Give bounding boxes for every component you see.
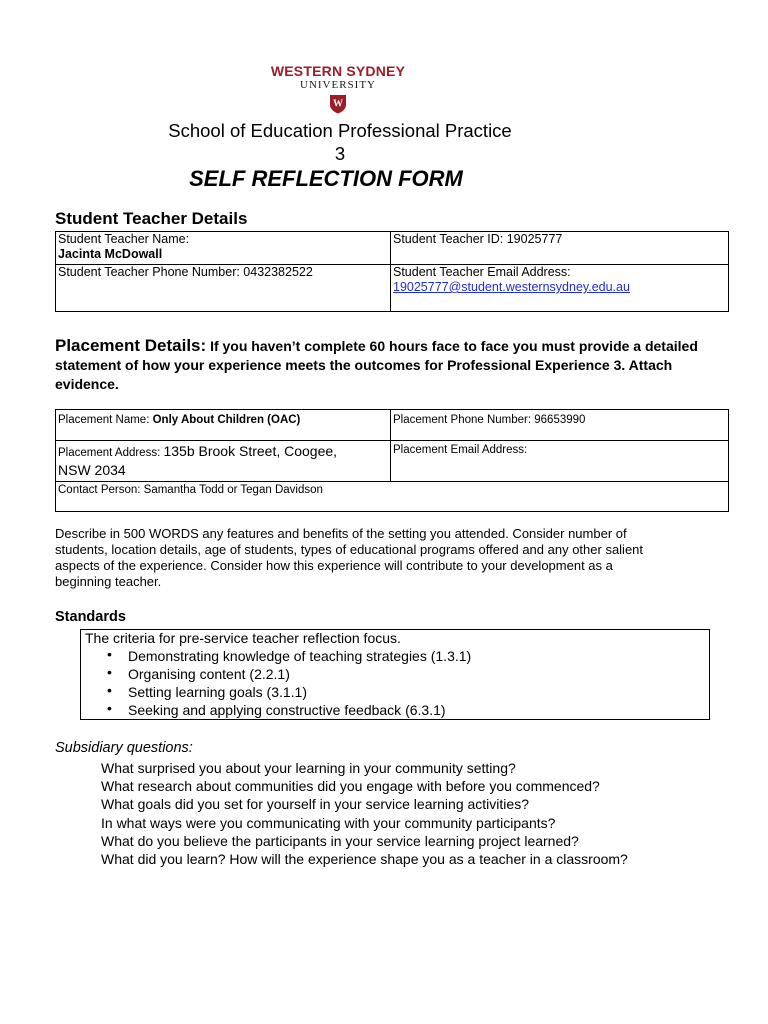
student-id-cell — [391, 232, 729, 265]
question-3: What goals did you set for yourself in your service learning activities? — [101, 796, 529, 812]
subsidiary-heading: Subsidiary questions: — [55, 740, 193, 756]
student-email-link[interactable]: 19025777@student.westernsydney.edu.au — [393, 280, 630, 294]
standards-heading: Standards — [55, 609, 126, 625]
logo-line-1: WESTERN SYDNEY — [270, 63, 406, 79]
student-phone-label: Student Teacher Phone Number: 0432382522 — [58, 265, 313, 279]
placement-contact-cell — [56, 482, 729, 512]
student-details-table — [55, 231, 729, 312]
placement-phone-cell — [391, 410, 729, 441]
describe-line-4: beginning teacher. — [55, 574, 162, 589]
list-item: • Setting learning goals (3.1.1) — [107, 682, 307, 700]
form-title: SELF REFLECTION FORM — [189, 166, 463, 191]
standards-list — [85, 647, 705, 719]
placement-instruction: If you haven’t complete 60 hours face to face you must provide a detailed statement of how your experience meets the outcomes for Professional Experience 3. Attach evidence. — [55, 338, 698, 392]
placement-contact: Contact Person: Samantha Todd or Tegan Davidson — [58, 484, 323, 496]
placement-email-cell — [391, 441, 729, 482]
placement-address-cell — [56, 441, 391, 482]
placement-phone-label: Placement Phone Number: 96653990 — [393, 414, 586, 426]
question-5: What do you believe the participants in your service learning project learned? — [101, 833, 579, 849]
describe-line-2: students, location details, age of students, types of educational programs offered and any other salient — [55, 542, 644, 557]
student-phone-cell — [56, 265, 391, 312]
student-name-value: Jacinta McDowall — [58, 247, 163, 261]
svg-text:W: W — [333, 98, 343, 110]
student-name-cell — [56, 232, 391, 265]
student-email-label: Student Teacher Email Address: — [393, 265, 571, 279]
placement-intro — [55, 336, 725, 394]
question-4: In what ways were you communicating with your community participants? — [101, 815, 556, 831]
placement-address-value-2: NSW 2034 — [58, 462, 126, 478]
question-6: What did you learn? How will the experience shape you as a teacher in a classroom? — [101, 851, 628, 867]
student-name-label: Student Teacher Name: — [58, 232, 190, 246]
list-item: • Demonstrating knowledge of teaching strategies (1.3.1) — [107, 646, 472, 664]
placement-address-value-1: 135b Brook Street, Coogee, — [163, 443, 338, 459]
shield-icon — [329, 94, 347, 114]
list-item: • Seeking and applying constructive feedback (6.3.1) — [107, 700, 446, 718]
question-1: What surprised you about your learning in your community setting? — [101, 760, 516, 776]
list-item: • Organising content (2.2.1) — [107, 664, 290, 682]
describe-line-1: Describe in 500 WORDS any features and benefits of the setting you attended. Consider number of — [55, 526, 627, 541]
placement-table — [55, 409, 729, 512]
placement-heading: Placement Details: — [55, 336, 207, 355]
placement-name-value: Only About Children (OAC) — [152, 414, 301, 426]
placement-name-cell — [56, 410, 391, 441]
page-title-line-2: 3 — [334, 143, 346, 164]
placement-email-label: Placement Email Address: — [393, 444, 528, 456]
standards-caption: The criteria for pre-service teacher reflection focus. — [85, 630, 401, 646]
university-logo — [266, 64, 410, 119]
student-email-cell — [391, 265, 729, 312]
question-2: What research about communities did you engage with before you commenced? — [101, 778, 600, 794]
student-id-label: Student Teacher ID: 19025777 — [393, 232, 563, 246]
student-details-heading: Student Teacher Details — [55, 209, 248, 228]
describe-paragraph — [55, 526, 745, 590]
standards-box — [80, 629, 710, 720]
placement-address-label: Placement Address: — [58, 447, 161, 459]
logo-line-2: UNIVERSITY — [300, 79, 376, 91]
placement-name-label: Placement Name: — [58, 414, 150, 426]
describe-line-3: aspects of the experience. Consider how this experience will contribute to your development as a — [55, 558, 613, 573]
page-title-line-1: School of Education Professional Practice — [168, 120, 512, 141]
